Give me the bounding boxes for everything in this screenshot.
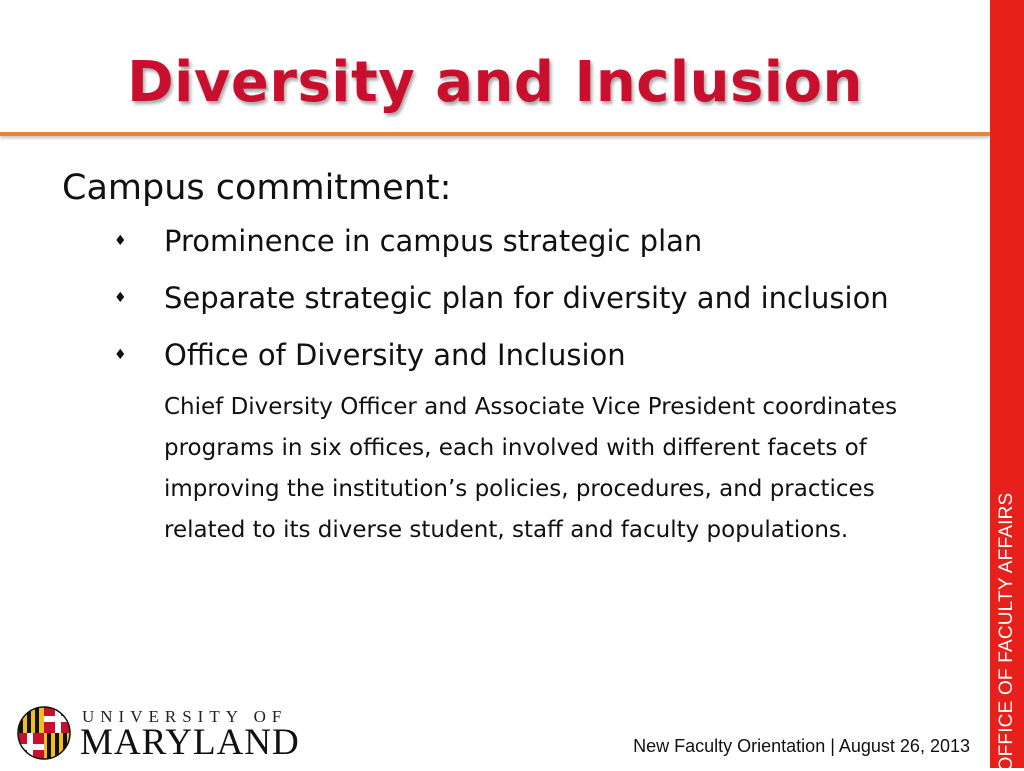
slide-body xyxy=(62,164,972,551)
section-heading: Campus commitment: xyxy=(62,168,452,208)
diamond-bullet-icon: ♦ xyxy=(114,347,127,363)
diamond-bullet-icon: ♦ xyxy=(114,233,127,249)
logo-line-university: UNIVERSITY OF xyxy=(82,707,288,726)
university-logo xyxy=(16,705,336,763)
title-divider xyxy=(0,132,990,136)
diamond-bullet-icon: ♦ xyxy=(114,290,127,306)
bullet-text: Prominence in campus strategic plan xyxy=(164,224,703,258)
bullet-text: Separate strategic plan for diversity and inclusion xyxy=(164,281,889,315)
bullet-item xyxy=(62,220,972,262)
footer-text: New Faculty Orientation | August 26, 2013 xyxy=(633,736,970,756)
maryland-flag-icon xyxy=(16,705,72,761)
sub-paragraph: Chief Diversity Officer and Associate Vice President coordinates programs in six offices, each involved with different facets of improving the institution’s policies, procedures, and practices related to its diverse student, staff and faculty populations. xyxy=(164,394,898,543)
bullet-list xyxy=(62,220,972,376)
bullet-text: Office of Diversity and Inclusion xyxy=(164,338,626,372)
side-bar-label: OFFICE OF FACULTY AFFAIRS xyxy=(996,492,1017,771)
slide-title: Diversity and Inclusion xyxy=(127,50,863,115)
bullet-item xyxy=(62,277,972,319)
logo-line-maryland: MARYLAND xyxy=(80,722,300,763)
bullet-item xyxy=(62,334,972,376)
